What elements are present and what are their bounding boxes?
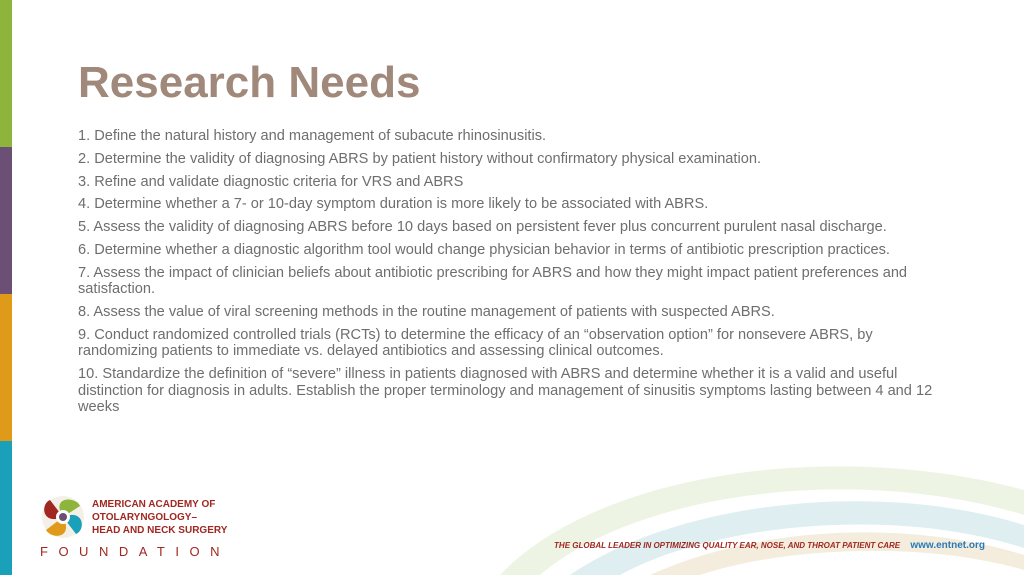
logo-line: OTOLARYNGOLOGY– xyxy=(92,512,198,523)
list-item: 5. Assess the validity of diagnosing ABRS before 10 days based on persistent fever plus concurrent purulent nasal discharge. xyxy=(78,219,887,236)
footer-tagline: THE GLOBAL LEADER IN OPTIMIZING QUALITY EAR, NOSE, AND THROAT PATIENT CARE xyxy=(554,541,901,550)
list-item: 6. Determine whether a diagnostic algorithm tool would change physician behavior in terms of antibiotic prescription practices. xyxy=(78,241,890,258)
research-needs-list xyxy=(78,128,953,422)
logo-line: HEAD AND NECK SURGERY xyxy=(92,525,228,536)
left-bar-purple xyxy=(0,147,12,294)
list-item: 7. Assess the impact of clinician beliefs about antibiotic prescribing for ABRS and how they might impact patient preferences and satisfaction. xyxy=(78,264,908,298)
footer-url-link[interactable]: www.entnet.org xyxy=(910,540,985,551)
left-bar-green xyxy=(0,0,12,147)
footer xyxy=(554,540,985,551)
logo-line: AMERICAN ACADEMY OF xyxy=(92,499,216,510)
pinwheel-logo-icon xyxy=(40,494,86,540)
list-item: 10. Standardize the definition of “severe” illness in patients diagnosed with ABRS and determine whether it is a valid and useful distinction for diagnosis in adults. Establish the proper terminology and management of sinusitis symptoms lasting between 4 and 12 weeks xyxy=(78,366,933,416)
aao-hns-foundation-logo xyxy=(40,494,230,564)
list-item: 1. Define the natural history and management of subacute rhinosinusitis. xyxy=(78,128,547,144)
list-item: 9. Conduct randomized controlled trials (RCTs) to determine the efficacy of an “observation option” for nonsevere ABRS, by randomizing patients to immediate vs. delayed antibiotics and assessing clinical outcomes. xyxy=(78,326,873,360)
logo-foundation-text: FOUNDATION xyxy=(40,544,230,559)
decorative-swoosh xyxy=(480,430,1024,575)
list-item: 3. Refine and validate diagnostic criteria for VRS and ABRS xyxy=(78,173,464,190)
left-bar-teal xyxy=(0,441,12,575)
slide-title: Research Needs xyxy=(78,58,421,107)
left-color-bar xyxy=(0,0,12,575)
list-item: 4. Determine whether a 7- or 10-day symptom duration is more likely to be associated with ABRS. xyxy=(78,196,709,213)
list-item: 2. Determine the validity of diagnosing ABRS by patient history without confirmatory physical examination. xyxy=(78,150,762,167)
logo-wordmark xyxy=(92,498,227,537)
left-bar-orange xyxy=(0,294,12,441)
list-item: 8. Assess the value of viral screening methods in the routine management of patients with suspected ABRS. xyxy=(78,304,775,321)
